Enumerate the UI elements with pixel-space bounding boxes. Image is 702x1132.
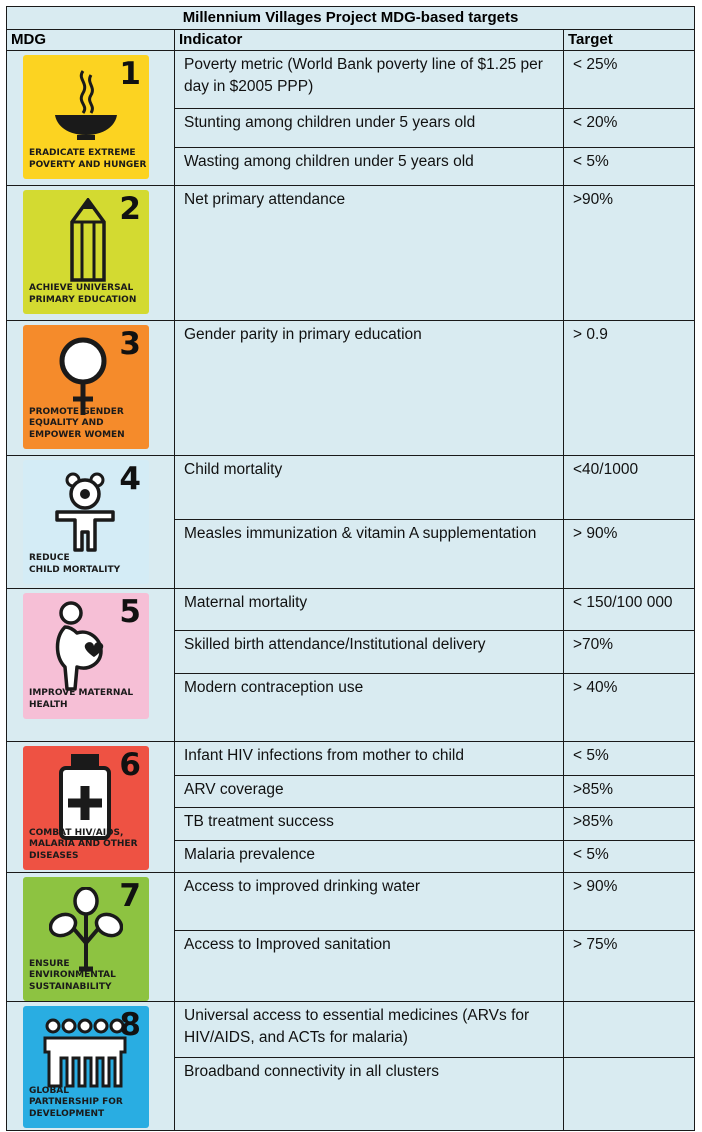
mdg-5-cell [7,589,175,742]
mdg-caption-line: COMBAT HIV/AIDS, [29,827,124,838]
mdg-caption-line: CHILD MORTALITY [29,564,121,575]
header-target: Target [564,30,695,51]
mdg-caption-line: IMPROVE MATERNAL [29,688,134,698]
indicator-cell: Infant HIV infections from mother to child [175,742,564,776]
mdg-caption-line: ENVIRONMENTAL [29,970,116,980]
target-cell: <40/1000 [564,456,695,520]
indicator-cell: Measles immunization & vitamin A supplementation [175,520,564,589]
target-cell [564,1058,695,1131]
goal-7-row [7,873,695,931]
goal-6-row [7,742,695,776]
mdg-caption-line: PRIMARY EDUCATION [29,294,137,305]
goal-8-row [7,1002,695,1058]
mdg-4-tile [23,460,149,584]
target-cell [564,1002,695,1058]
mdg-number: 1 [119,56,141,92]
target-cell: > 0.9 [564,321,695,456]
mdg-number: 4 [119,461,141,497]
goal-2-row [7,186,695,321]
goal-5-row [7,589,695,631]
indicator-cell: Net primary attendance [175,186,564,321]
target-cell: >70% [564,631,695,673]
mdg-1-tile [23,55,149,179]
mdg-caption [29,148,146,171]
indicator-cell: Malaria prevalence [175,840,564,872]
mdg-number: 5 [119,594,141,630]
mdg-number: 8 [119,1007,141,1043]
indicator-cell: Broadband connectivity in all clusters [175,1058,564,1131]
target-cell: < 20% [564,109,695,147]
mdg-caption-line: POVERTY AND HUNGER [29,159,147,170]
mdg-caption-line: GLOBAL [29,1085,70,1096]
mdg-targets-table [6,6,695,1131]
mdg-2-cell [7,186,175,321]
mdg-7-cell [7,873,175,1002]
mdg-caption-line: DISEASES [29,850,79,861]
mdg-2-tile [23,190,149,314]
header-indicator: Indicator [175,30,564,51]
mdg-8-tile [23,1006,149,1128]
indicator-cell: Gender parity in primary education [175,321,564,456]
mdg-number: 2 [119,191,141,227]
indicator-cell: ARV coverage [175,776,564,808]
mdg-caption-line: EMPOWER WOMEN [29,429,125,440]
indicator-cell: Access to improved drinking water [175,873,564,931]
mdg-caption-line: DEVELOPMENT [29,1108,105,1119]
mdg-number: 6 [119,747,141,783]
mdg-caption-line: ACHIEVE UNIVERSAL [29,283,134,293]
mdg-caption [29,688,133,711]
indicator-cell: Modern contraception use [175,673,564,741]
indicator-cell: Child mortality [175,456,564,520]
mdg-caption-line: ERADICATE EXTREME [29,148,136,158]
target-cell: > 75% [564,931,695,1002]
mdg-caption [29,407,125,442]
header-mdg: MDG [7,30,175,51]
table-title: Millennium Villages Project MDG-based targets [7,7,695,30]
goal-4-row [7,456,695,520]
mdg-caption-line: PROMOTE GENDER [29,406,124,417]
mdg-3-tile [23,325,149,449]
indicator-cell: Access to Improved sanitation [175,931,564,1002]
target-cell: < 5% [564,742,695,776]
target-cell: > 90% [564,520,695,589]
mdg-caption [29,553,120,576]
mdg-8-cell [7,1002,175,1131]
mdg-1-cell [7,51,175,186]
mdg-4-cell [7,456,175,589]
target-cell: >90% [564,186,695,321]
target-cell: < 25% [564,51,695,109]
mdg-3-cell [7,321,175,456]
mdg-7-tile [23,877,149,1001]
indicator-cell: Poverty metric (World Bank poverty line of $1.25 per day in $2005 PPP) [175,51,564,109]
goal-1-row [7,51,695,109]
target-cell: >85% [564,776,695,808]
mdg-5-tile [23,593,149,719]
indicator-cell: Universal access to essential medicines (ARVs for HIV/AIDS, and ACTs for malaria) [175,1002,564,1058]
mdg-6-cell [7,742,175,873]
mdg-caption-line: ENSURE [29,958,70,969]
target-cell: < 5% [564,840,695,872]
mdg-caption [29,283,136,306]
mdg-caption-line: HEALTH [29,699,68,710]
target-cell: < 150/100 000 [564,589,695,631]
mdg-caption-line: SUSTAINABILITY [29,981,112,992]
title-row [7,7,695,30]
mdg-caption-line: REDUCE [29,553,70,563]
target-cell: > 40% [564,673,695,741]
mdg-number: 3 [119,326,141,362]
target-cell: >85% [564,808,695,840]
indicator-cell: Skilled birth attendance/Institutional delivery [175,631,564,673]
mdg-caption-line: PARTNERSHIP FOR [29,1097,123,1107]
mdg-6-tile [23,746,149,870]
mdg-caption [29,828,138,863]
indicator-cell: Stunting among children under 5 years old [175,109,564,147]
indicator-cell: Wasting among children under 5 years old [175,147,564,185]
goal-3-row [7,321,695,456]
mdg-caption-line: EQUALITY AND [29,418,104,428]
target-cell: < 5% [564,147,695,185]
indicator-cell: TB treatment success [175,808,564,840]
indicator-cell: Maternal mortality [175,589,564,631]
mdg-caption [29,1086,123,1121]
header-row [7,30,695,51]
target-cell: > 90% [564,873,695,931]
mdg-caption-line: MALARIA AND OTHER [29,839,138,849]
mdg-number: 7 [119,878,141,914]
mdg-caption [29,959,116,994]
